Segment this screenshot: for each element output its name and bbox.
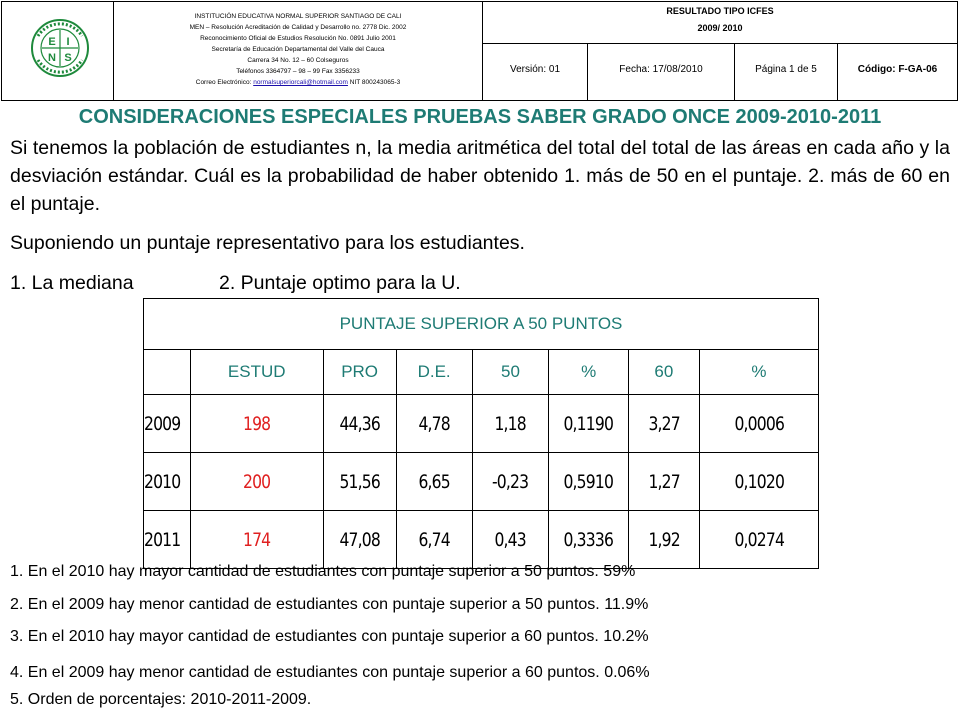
mean-cell — [323, 395, 396, 453]
conclusion-item: 1. En el 2010 hay mayor cantidad de estudiantes con puntaje superior a 50 puntos. 59% — [10, 563, 636, 580]
header-cell: PRO — [323, 350, 396, 395]
svg-text:N: N — [48, 52, 56, 64]
z50-cell — [472, 511, 549, 569]
table-row — [144, 511, 819, 569]
institution-line: Teléfonos 3364797 – 98 – 99 Fax 3356233 — [236, 68, 360, 75]
logo-cell — [1, 1, 114, 101]
version-cell — [482, 43, 588, 101]
p50-value: 0,5910 — [563, 470, 614, 493]
p50-cell — [549, 511, 628, 569]
p50-cell — [549, 453, 628, 511]
institution-cell — [113, 1, 483, 101]
option-optimal: 2. Puntaje optimo para la U. — [219, 272, 461, 294]
sd-cell — [396, 511, 472, 569]
nit-number: NIT 800243065-3 — [349, 79, 401, 86]
svg-text:E: E — [48, 36, 56, 48]
p50-value: 0,1190 — [563, 412, 614, 435]
results-table — [143, 298, 819, 569]
p60-value: 0,0006 — [734, 412, 784, 435]
year-value: 2009 — [144, 412, 181, 435]
mean-value: 51,56 — [339, 470, 380, 493]
year-cell — [144, 453, 191, 511]
table-header-row — [144, 350, 819, 395]
page-title: CONSIDERACIONES ESPECIALES PRUEBAS SABER GRADO ONCE 2009-2010-2011 — [78, 106, 882, 128]
mean-value: 47,08 — [339, 528, 380, 551]
page-text: Página 1 de 5 — [755, 64, 817, 75]
z60-cell — [628, 453, 699, 511]
header-cell: D.E. — [396, 350, 472, 395]
z60-value: 1,92 — [648, 528, 680, 551]
sd-value: 6,65 — [418, 470, 450, 493]
page-cell — [734, 43, 838, 101]
email-link[interactable]: normalsuperiorcali@hotmail.com — [253, 79, 348, 86]
option-median: 1. La mediana — [10, 272, 134, 294]
version-text: Versión: 01 — [509, 64, 561, 75]
conclusion-item: 3. En el 2010 hay mayor cantidad de estudiantes con puntaje superior a 60 puntos. 10.2% — [10, 628, 649, 645]
conclusion-item: 2. En el 2009 hay menor cantidad de estudiantes con puntaje superior a 50 puntos. 11.9% — [10, 596, 649, 613]
conclusion-item: 4. En el 2009 hay menor cantidad de estudiantes con puntaje superior a 60 puntos. 0.06% — [10, 664, 650, 681]
table-title-row — [144, 299, 819, 350]
problem-paragraph: Si tenemos la población de estudiantes n, la media aritmética del total del total de las áreas en cada año y la desviación estándar. Cuál es la probabilidad de haber obtenido 1. más de 50 en el puntaje. 2. más de 60 en el puntaje. — [10, 137, 950, 215]
z50-cell — [472, 453, 549, 511]
doc-period: 2009/ 2010 — [697, 23, 743, 33]
p60-cell — [699, 453, 818, 511]
p50-value: 0,3336 — [563, 528, 614, 551]
header-cell: % — [699, 350, 818, 395]
z50-value: 0,43 — [494, 528, 527, 551]
z60-value: 1,27 — [648, 470, 680, 493]
students-cell — [190, 453, 323, 511]
code-text: Código: F-GA-06 — [857, 64, 938, 75]
email-line — [114, 77, 482, 88]
year-cell — [144, 395, 191, 453]
assumption-text: Suponiendo un puntaje representativo para los estudiantes. — [10, 232, 525, 254]
email-label: Correo Electrónico: — [195, 79, 254, 86]
year-value: 2010 — [144, 470, 181, 493]
sd-cell — [396, 395, 472, 453]
svg-text:S: S — [64, 52, 72, 64]
table-row — [144, 395, 819, 453]
sd-cell — [396, 453, 472, 511]
institution-line: INSTITUCIÓN EDUCATIVA NORMAL SUPERIOR SANTIAGO DE CALI — [194, 13, 402, 20]
header-cell: ESTUD — [190, 350, 323, 395]
header-cell: % — [549, 350, 628, 395]
z50-value: 1,18 — [494, 412, 527, 435]
doc-title-cell — [482, 1, 958, 44]
sd-value: 6,74 — [418, 528, 450, 551]
svg-text:I: I — [66, 36, 70, 48]
students-cell — [190, 511, 323, 569]
document-header — [0, 0, 960, 101]
date-text: Fecha: 17/08/2010 — [619, 64, 703, 75]
code-cell — [837, 43, 958, 101]
mean-cell — [323, 453, 396, 511]
date-cell — [587, 43, 735, 101]
students-value: 174 — [243, 528, 271, 551]
p60-cell — [699, 395, 818, 453]
year-cell — [144, 511, 191, 569]
sd-value: 4,78 — [418, 412, 450, 435]
table-title: PUNTAJE SUPERIOR A 50 PUNTOS — [144, 299, 819, 350]
school-seal-icon — [30, 16, 90, 80]
p60-cell — [699, 511, 818, 569]
header-cell: 50 — [472, 350, 549, 395]
z50-value: -0,23 — [492, 470, 529, 493]
z50-cell — [472, 395, 549, 453]
z60-cell — [628, 395, 699, 453]
students-cell — [190, 395, 323, 453]
doc-title: RESULTADO TIPO ICFES — [666, 6, 774, 16]
conclusion-item: 5. Orden de porcentajes: 2010-2011-2009. — [10, 691, 312, 708]
table-row — [144, 453, 819, 511]
mean-cell — [323, 511, 396, 569]
mean-value: 44,36 — [339, 412, 380, 435]
header-cell: 60 — [628, 350, 699, 395]
z60-value: 3,27 — [648, 412, 680, 435]
p60-value: 0,0274 — [734, 528, 784, 551]
institution-line: Secretaría de Educación Departamental del Valle del Cauca — [211, 46, 385, 53]
students-value: 200 — [243, 470, 271, 493]
p60-value: 0,1020 — [734, 470, 784, 493]
institution-line: Reconocimiento Oficial de Estudios Resolución No. 0891 Julio 2001 — [200, 35, 396, 42]
institution-line: Carrera 34 No. 12 – 60 Colseguros — [247, 57, 349, 64]
students-value: 198 — [243, 412, 271, 435]
p50-cell — [549, 395, 628, 453]
year-value: 2011 — [144, 528, 181, 551]
z60-cell — [628, 511, 699, 569]
header-cell-blank — [144, 350, 191, 395]
institution-line: MEN – Resolución Acreditación de Calidad y Desarrollo no. 2778 Dic. 2002 — [189, 24, 407, 31]
